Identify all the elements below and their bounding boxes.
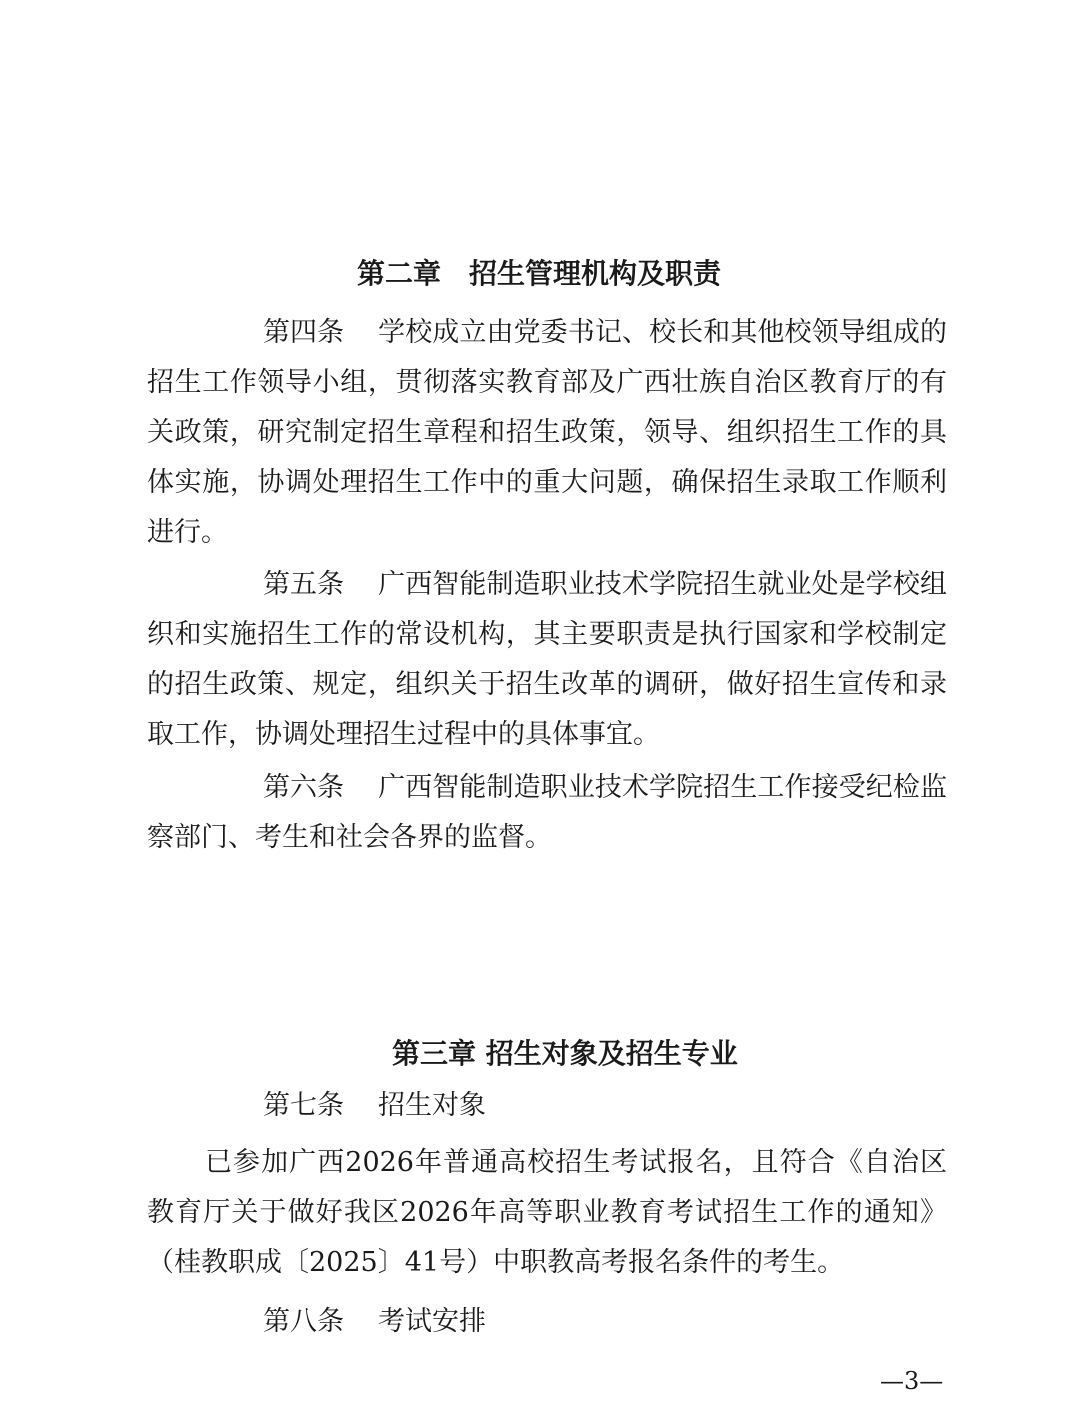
- article-7: [147, 1081, 947, 1131]
- article-4: [147, 308, 947, 558]
- article-8-label: 第八条: [263, 1306, 344, 1337]
- article-6-label: 第六条: [263, 772, 344, 803]
- article-7-text: 招生对象: [378, 1090, 486, 1121]
- article-7-body: 已参加广西2026年普通高校招生考试报名，且符合《自治区教育厅关于做好我区2026年高等职业教育考试招生工作的通知》（桂教职成〔2025〕41号）中职教高考报名条件的考生。: [147, 1147, 947, 1278]
- article-7-label: 第七条: [263, 1090, 344, 1121]
- article-4-label: 第四条: [263, 317, 344, 348]
- article-8-text: 考试安排: [378, 1306, 486, 1337]
- article-5-text: 广西智能制造职业技术学院招生就业处是学校组织和实施招生工作的常设机构，其主要职责是执行国家和学校制定的招生政策、规定，组织关于招生改革的调研，做好招生宣传和录取工作，协调处理招生过程中的具体事宜。: [147, 569, 947, 750]
- article-6-text: 广西智能制造职业技术学院招生工作接受纪检监察部门、考生和社会各界的监督。: [147, 772, 947, 853]
- article-5-label: 第五条: [263, 569, 344, 600]
- article-4-text: 学校成立由党委书记、校长和其他校领导组成的招生工作领导小组，贯彻落实教育部及广西壮族自治区教育厅的有关政策，研究制定招生章程和招生政策，领导、组织招生工作的具体实施，协调处理招生工作中的重大问题，确保招生录取工作顺利进行。: [147, 317, 947, 548]
- chapter-2-title: 第二章 招生管理机构及职责: [357, 257, 722, 290]
- article-8: [147, 1297, 947, 1347]
- article-5: [147, 560, 947, 760]
- chapter-3-title: 第三章 招生对象及招生专业: [392, 1037, 738, 1070]
- article-6: [147, 763, 947, 863]
- page-number: —3—: [880, 1367, 944, 1395]
